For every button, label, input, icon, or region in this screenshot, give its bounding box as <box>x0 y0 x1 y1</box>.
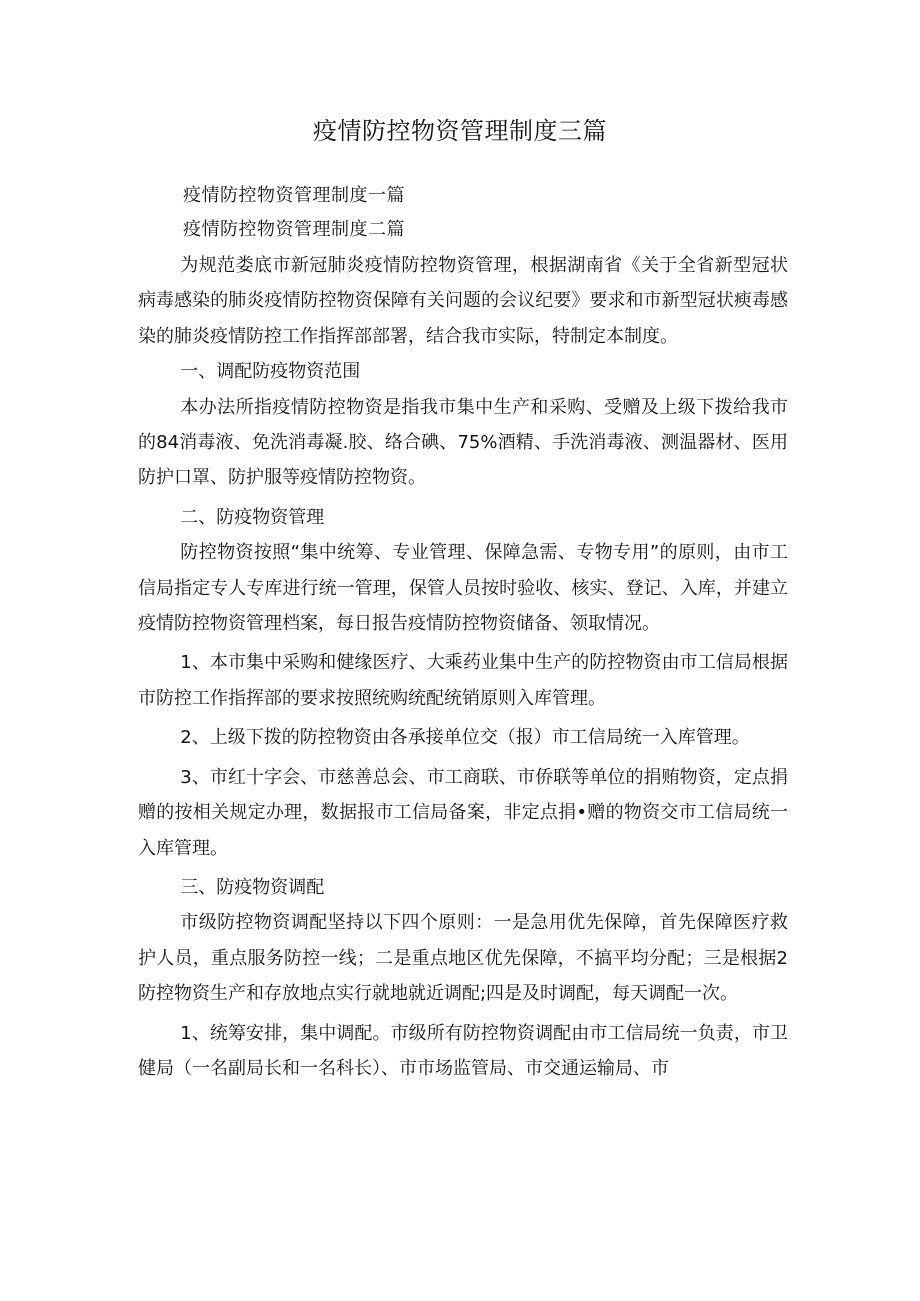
subtitle-2: 疫情防控物资管理制度二篇 <box>183 219 405 240</box>
section-heading-2: 二、防疫物资管理 <box>180 506 325 528</box>
paragraph-scope: 本办法所指疫情防控物资是指我市集中生产和采购、受赠及上级下拨给我市的84消毒液、免洗消毒凝.胶、络合碘、75%酒精、手洗消毒液、测温器材、医用防护口罩、防护服等疫情防控物资。 <box>138 396 788 489</box>
intro-paragraph: 为规范娄底市新冠肺炎疫情防控物资管理，根据湖南省《关于全省新型冠状病毒感染的肺炎疫情防控物资保障有关问题的会议纪要》要求和市新型冠状瘐毒感染的肺炎疫情防控工作指挥部部署，结合我市实际，特制定本制度。 <box>138 255 788 347</box>
paragraph-item-2: 2、上级下拨的防控物资由各承接单位交（报）市工信局统一入库管理。 <box>180 727 750 749</box>
document-body <box>138 180 788 1086</box>
paragraph-allocation-1: 1、统筹安排，集中调配。市级所有防控物资调配由市工信局统一负责，市卫健局（一名副局长和一名科长）、市市场监管局、市交通运输局、市 <box>138 1022 788 1079</box>
paragraph-item-3: 3、市红十字会、市慈善总会、市工商联、市侨联等单位的捐贿物资，定点捐赠的按相关规定办理，数据报市工信局备案，非定点捐•赠的物资交市工信局统一入库管理。 <box>138 766 788 859</box>
document-title: 疫情防控物资管理制度三篇 <box>313 117 607 145</box>
paragraph-principles: 市级防控物资调配坚持以下四个原则：一是急用优先保障，首先保障医疗救护人员，重点服务防控一线；二是重点地区优先保障，不搞平均分配；三是根据2防控物资生产和存放地点实行就地就近调配;四是及时调配，每天调配一次。 <box>138 912 788 1005</box>
paragraph-item-1: 1、本市集中采购和健缘医疗、大乘药业集中生产的防控物资由市工信局根据市防控工作指挥部的要求按照统购统配统销原则入库管理。 <box>138 652 788 709</box>
paragraph-management: 防控物资按照“集中统筹、专业管理、保障急需、专物专用”的原则，由市工信局指定专人专库进行统一管理，保管人员按时验收、核实、登记、入库，并建立疫情防控物资管理档案，每日报告疫情防控物资储备、领取情况。 <box>138 542 788 635</box>
section-heading-1: 一、调配防疫物资范围 <box>180 361 361 383</box>
subtitle-1: 疫情防控物资管理制度一篇 <box>183 185 405 206</box>
section-heading-3: 三、防疫物资调配 <box>180 876 325 898</box>
